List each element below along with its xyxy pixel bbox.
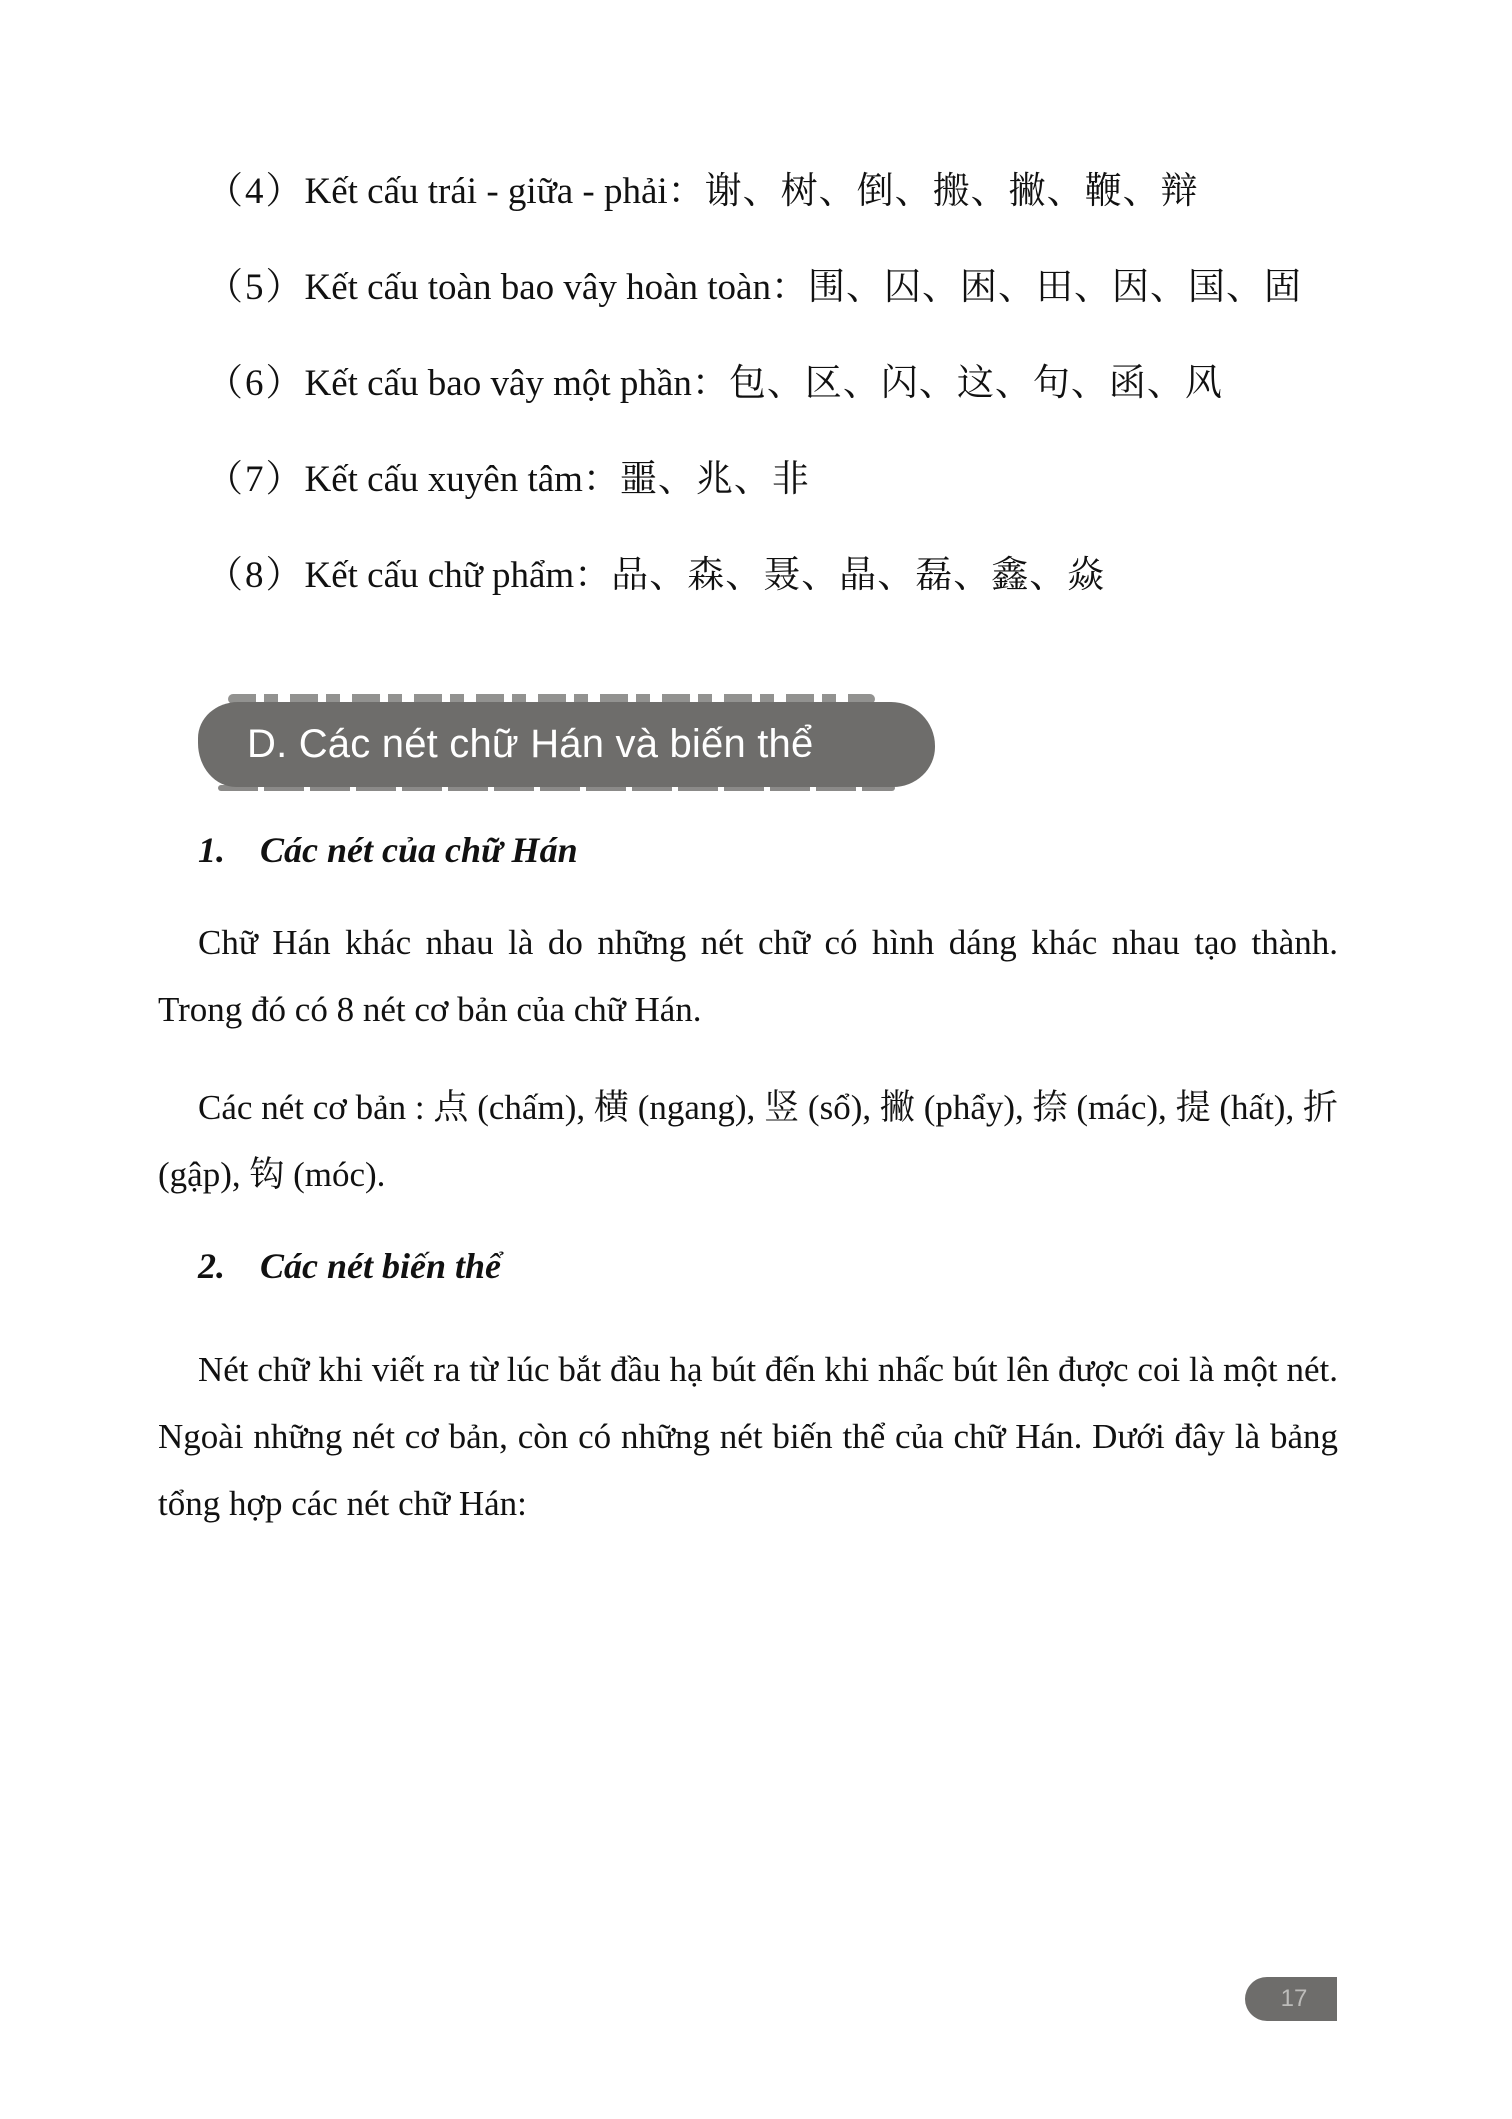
list-item-number: （6）: [206, 363, 305, 404]
list-item-number: （7）: [206, 459, 305, 500]
structure-list-item-7: [206, 456, 810, 504]
paragraph-basic-strokes-intro: Chữ Hán khác nhau là do những nét chữ có hình dáng khác nhau tạo thành. Trong đó có 8 nét cơ bản của chữ Hán.: [158, 923, 1338, 1029]
structure-list-item-6: [206, 360, 1223, 408]
subsection-heading-2: [198, 1243, 501, 1289]
list-item-label: Kết cấu trái - giữa - phải：: [304, 171, 705, 212]
list-item-number: （5）: [206, 267, 305, 308]
structure-list-item-8: [206, 552, 1105, 600]
paragraph-basic-strokes-list: Các nét cơ bản : 点 (chấm), 横 (ngang), 竖 (sổ), 撇 (phẩy), 捺 (mác), 提 (hất), 折 (gập), 钩 (móc).: [158, 1088, 1338, 1194]
structure-list-item-5: [206, 264, 1302, 312]
list-item-label: Kết cấu xuyên tâm：: [304, 459, 620, 500]
section-title: D. Các nét chữ Hán và biến thể: [247, 722, 814, 766]
list-item-number: （8）: [206, 555, 305, 596]
subsection-heading-1: [198, 827, 578, 873]
list-item-number: （4）: [206, 171, 305, 212]
structure-list-item-4: [206, 168, 1199, 216]
list-item-label: Kết cấu bao vây một phần：: [304, 363, 729, 404]
section-heading-banner: [198, 702, 935, 787]
page-number-badge: [1245, 1977, 1337, 2021]
list-item-characters: 围、囚、困、田、因、国、固: [807, 267, 1302, 308]
page-number: 17: [1280, 1985, 1308, 2012]
list-item-characters: 谢、树、倒、搬、撇、鞭、辩: [704, 171, 1199, 212]
subsection-index: 1.: [198, 830, 225, 870]
list-item-characters: 品、森、聂、晶、磊、鑫、焱: [611, 555, 1106, 596]
list-item-characters: 噩、兆、非: [619, 459, 810, 500]
paragraph-variant-strokes: Nét chữ khi viết ra từ lúc bắt đầu hạ bút đến khi nhấc bút lên được coi là một nét. Ngoài những nét cơ bản, còn có những nét biến thể của chữ Hán. Dưới đây là bảng tổng hợp các nét chữ Hán:: [158, 1350, 1338, 1523]
list-item-characters: 包、区、闪、这、句、函、风: [728, 363, 1223, 404]
subsection-title: Các nét của chữ Hán: [260, 830, 578, 870]
list-item-label: Kết cấu toàn bao vây hoàn toàn：: [304, 267, 808, 308]
list-item-label: Kết cấu chữ phẩm：: [304, 555, 612, 596]
subsection-index: 2.: [198, 1246, 225, 1286]
subsection-title: Các nét biến thể: [260, 1246, 501, 1286]
